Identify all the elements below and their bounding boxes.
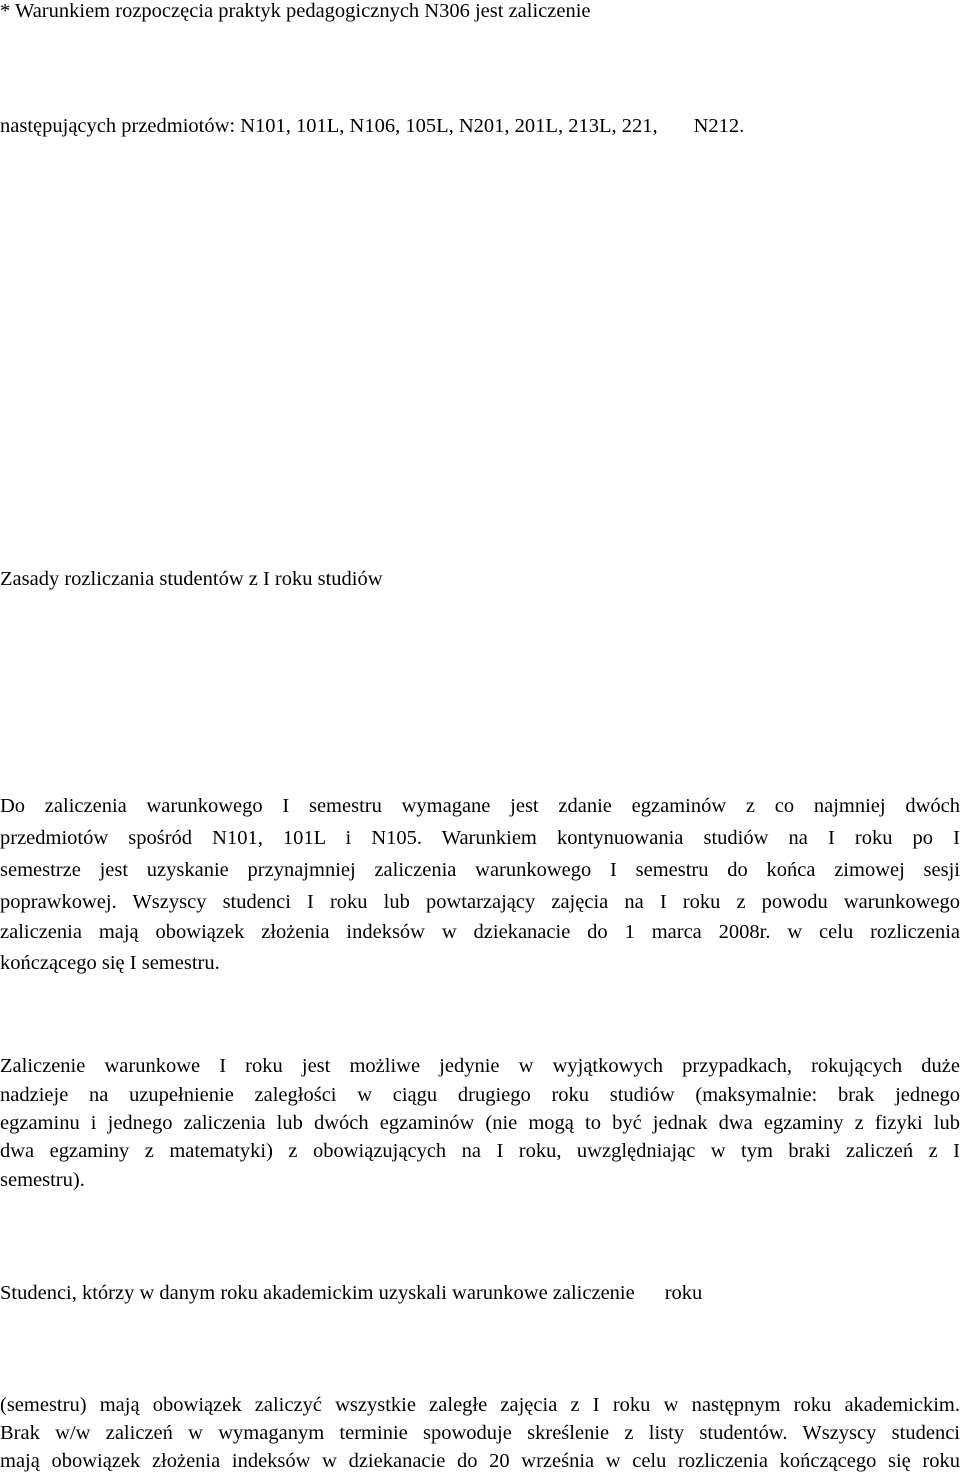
prerequisite-course-last: N212. (693, 115, 745, 137)
prerequisite-note-line-1: * Warunkiem rozpoczęcia praktyk pedagogicznych N306 jest zaliczenie (0, 0, 591, 22)
prerequisite-note-line-2 (0, 111, 960, 141)
paragraph-2-line-2: nadzieje na uzupełnienie zaległości w ciągu drugiego roku studiów (maksymalnie: brak jednego (0, 1084, 960, 1106)
paragraph-1-line-5: zaliczenia mają obowiązek złożenia indeksów w dziekanacie do 1 marca 2008r. w celu rozliczenia (0, 921, 960, 943)
paragraph-3-line-1-text: Studenci, którzy w danym roku akademickim uzyskali warunkowe zaliczenie (0, 1282, 635, 1304)
paragraph-3-line-2: (semestru) mają obowiązek zaliczyć wszystkie zaległe zajęcia z I roku w następnym roku akademickim. (0, 1394, 960, 1416)
paragraph-2-line-4: dwa egzaminy z matematyki) z obowiązujących na I roku, uwzględniając w tym braki zaliczeń z I (0, 1140, 960, 1162)
paragraph-3-line-1-end: roku (664, 1282, 703, 1304)
paragraph-1-line-1: Do zaliczenia warunkowego I semestru wymagane jest zdanie egzaminów z co najmniej dwóch (0, 795, 960, 817)
paragraph-1-line-4: poprawkowej. Wszyscy studenci I roku lub powtarzający zajęcia na I roku z powodu warunkowego (0, 891, 960, 913)
paragraph-1-line-6: kończącego się I semestru. (0, 952, 220, 974)
paragraph-1-line-2: przedmiotów spośród N101, 101L i N105. Warunkiem kontynuowania studiów na I roku po I (0, 827, 960, 849)
paragraph-3-line-1 (0, 1278, 702, 1308)
paragraph-2-line-1: Zaliczenie warunkowe I roku jest możliwe jedynie w wyjątkowych przypadkach, rokujących duże (0, 1055, 960, 1077)
section-heading: Zasady rozliczania studentów z I roku studiów (0, 568, 383, 590)
paragraph-2-line-5: semestru). (0, 1169, 85, 1191)
paragraph-3-line-3: Brak w/w zaliczeń w wymaganym terminie spowoduje skreślenie z listy studentów. Wszyscy studenci (0, 1422, 960, 1444)
paragraph-1-line-3: semestrze jest uzyskanie przynajmniej zaliczenia warunkowego I semestru do końca zimowej sesji (0, 859, 960, 881)
paragraph-3-line-4: mają obowiązek złożenia indeksów w dziekanacie do 20 września w celu rozliczenia kończącego się roku (0, 1450, 960, 1472)
paragraph-2-line-3: egzaminu i jednego zaliczenia lub dwóch egzaminów (nie mogą to być jednak dwa egzaminy z fizyki lub (0, 1112, 960, 1134)
prerequisite-course-list: następujących przedmiotów: N101, 101L, N106, 105L, N201, 201L, 213L, 221, (0, 115, 658, 137)
